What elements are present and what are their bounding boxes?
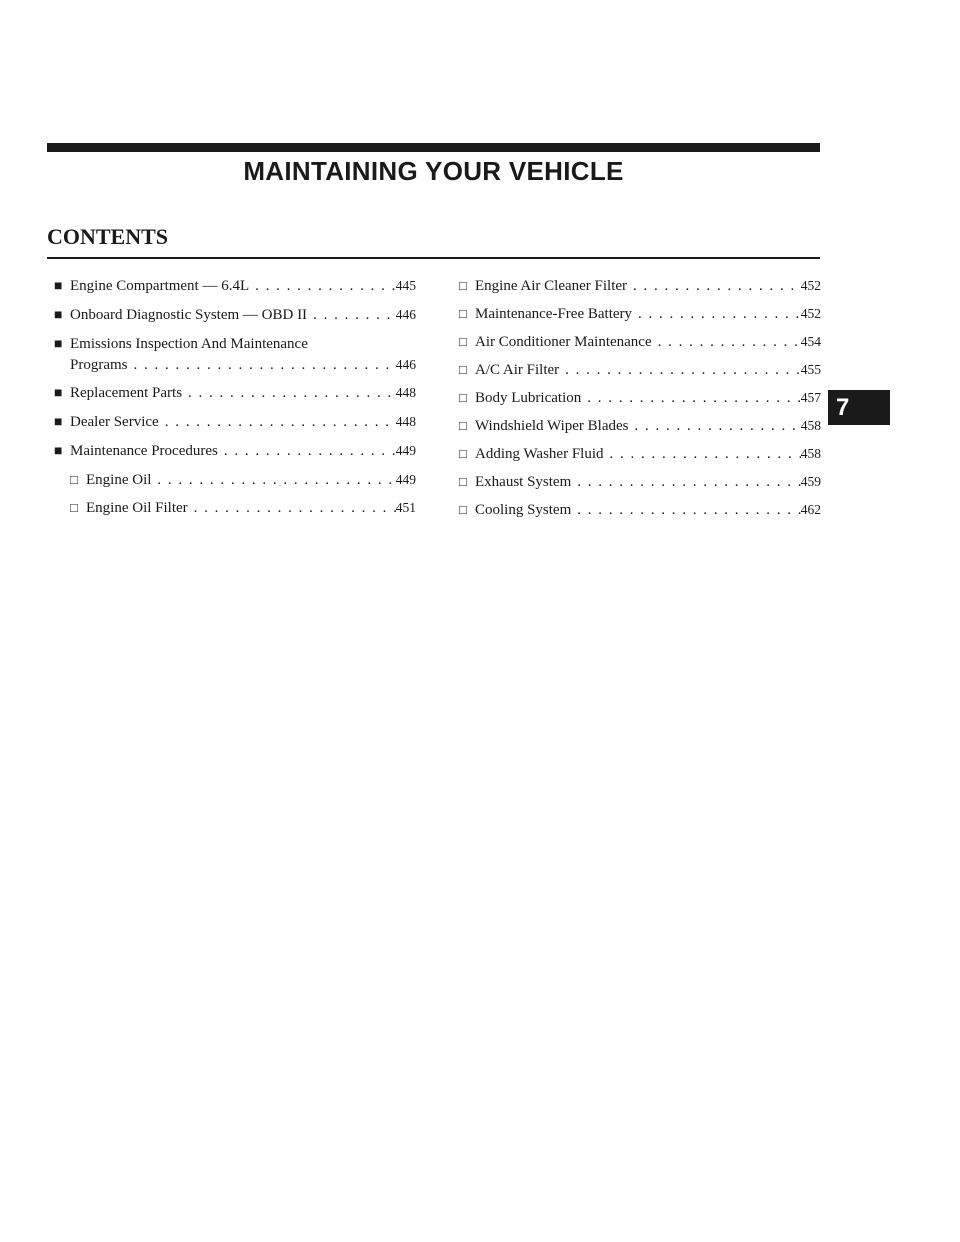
toc-entry[interactable] (54, 383, 416, 404)
toc-entry[interactable] (459, 276, 821, 296)
filled-square-bullet-icon: ■ (54, 308, 63, 323)
hollow-square-bullet-icon: □ (459, 390, 467, 405)
dot-leader (581, 388, 801, 408)
toc-entry-page-number: 457 (800, 390, 821, 405)
toc-entry-label: Maintenance Procedures (70, 443, 218, 459)
toc-entry-label: Air Conditioner Maintenance (475, 334, 652, 350)
toc-entry-label: Emissions Inspection And Maintenance (70, 336, 308, 352)
toc-entry-page-number: 449 (395, 443, 416, 458)
toc-entry-label: Engine Compartment — 6.4L (70, 278, 250, 294)
filled-square-bullet-icon: ■ (54, 415, 63, 430)
toc-entry-label: Engine Air Cleaner Filter (475, 278, 628, 294)
toc-entry-label: Engine Oil (86, 472, 152, 488)
dot-leader (571, 500, 800, 520)
dot-leader (182, 383, 396, 403)
toc-entry-label: A/C Air Filter (475, 362, 560, 378)
toc-entry-page-number: 448 (395, 385, 416, 400)
chapter-title: MAINTAINING YOUR VEHICLE (243, 156, 624, 186)
toc-entry-page-number: 462 (800, 502, 821, 517)
toc-entry-page-number: 445 (395, 278, 416, 293)
toc-entry[interactable] (459, 388, 821, 408)
filled-square-bullet-icon: ■ (54, 279, 63, 294)
filled-square-bullet-icon: ■ (54, 386, 63, 401)
toc-entry-page-number: 448 (395, 414, 416, 429)
toc-entry-page-number: 454 (800, 334, 821, 349)
dot-leader (571, 472, 801, 492)
dot-leader (632, 304, 801, 324)
toc-right-column (459, 276, 821, 528)
filled-square-bullet-icon: ■ (54, 337, 63, 352)
hollow-square-bullet-icon: □ (459, 502, 467, 517)
toc-entry-page-number: 446 (395, 307, 416, 322)
toc-entry-label: Exhaust System (475, 474, 572, 490)
toc-entry[interactable] (54, 412, 416, 433)
toc-entry-page-number: 452 (800, 306, 821, 321)
toc-entry-label: Cooling System (475, 502, 572, 518)
toc-entry[interactable] (459, 500, 821, 520)
hollow-square-bullet-icon: □ (459, 446, 467, 461)
toc-entry-page-number: 458 (800, 418, 821, 433)
toc-entry-label: Maintenance-Free Battery (475, 306, 633, 322)
hollow-square-bullet-icon: □ (459, 278, 467, 293)
hollow-square-bullet-icon: □ (70, 472, 78, 487)
toc-entry-label: Windshield Wiper Blades (475, 418, 629, 434)
toc-entry-label-continued: Programs (70, 357, 128, 373)
hollow-square-bullet-icon: □ (459, 362, 467, 377)
toc-entry-label: Body Lubrication (475, 390, 582, 406)
dot-leader (151, 470, 395, 490)
toc-entry[interactable] (459, 444, 821, 464)
toc-entry[interactable] (54, 305, 416, 326)
toc-entry-label: Onboard Diagnostic System — OBD II (70, 307, 308, 323)
hollow-square-bullet-icon: □ (459, 474, 467, 489)
dot-leader (559, 360, 801, 380)
dot-leader (627, 276, 801, 296)
dot-leader (159, 412, 396, 432)
toc-entry-label: Dealer Service (70, 414, 159, 430)
dot-leader (307, 305, 396, 325)
toc-entry-label: Engine Oil Filter (86, 500, 188, 516)
toc-entry[interactable] (459, 416, 821, 436)
dot-leader (218, 441, 396, 461)
dot-leader (249, 276, 396, 296)
chapter-top-rule (47, 143, 820, 152)
contents-rule (47, 257, 820, 259)
toc-entry[interactable] (459, 360, 821, 380)
hollow-square-bullet-icon: □ (459, 334, 467, 349)
toc-entry[interactable] (459, 472, 821, 492)
chapter-tab[interactable]: 7 (828, 390, 890, 425)
hollow-square-bullet-icon: □ (459, 418, 467, 433)
toc-entry[interactable] (54, 470, 416, 490)
toc-entry[interactable] (459, 332, 821, 352)
toc-entry[interactable] (459, 304, 821, 324)
dot-leader (629, 416, 801, 436)
toc-entry[interactable] (54, 276, 416, 297)
toc-entry-page-number: 446 (395, 357, 416, 372)
toc-entry-page-number: 459 (800, 474, 821, 489)
dot-leader (604, 444, 801, 464)
hollow-square-bullet-icon: □ (459, 306, 467, 321)
dot-leader (128, 355, 396, 375)
toc-entry-label: Adding Washer Fluid (475, 446, 604, 462)
hollow-square-bullet-icon: □ (70, 500, 78, 515)
toc-entry-page-number: 449 (395, 472, 416, 487)
dot-leader (188, 498, 396, 518)
toc-entry-page-number: 452 (800, 278, 821, 293)
toc-entry[interactable] (54, 441, 416, 462)
dot-leader (652, 332, 801, 352)
toc-entry[interactable] (54, 334, 416, 375)
toc-entry-page-number: 455 (800, 362, 821, 377)
contents-heading: CONTENTS (47, 224, 169, 249)
toc-entry-label: Replacement Parts (70, 385, 183, 401)
toc-entry-page-number: 451 (395, 500, 416, 515)
filled-square-bullet-icon: ■ (54, 444, 63, 459)
toc-left-column (54, 276, 416, 526)
toc-entry-page-number: 458 (800, 446, 821, 461)
toc-entry[interactable] (54, 498, 416, 518)
